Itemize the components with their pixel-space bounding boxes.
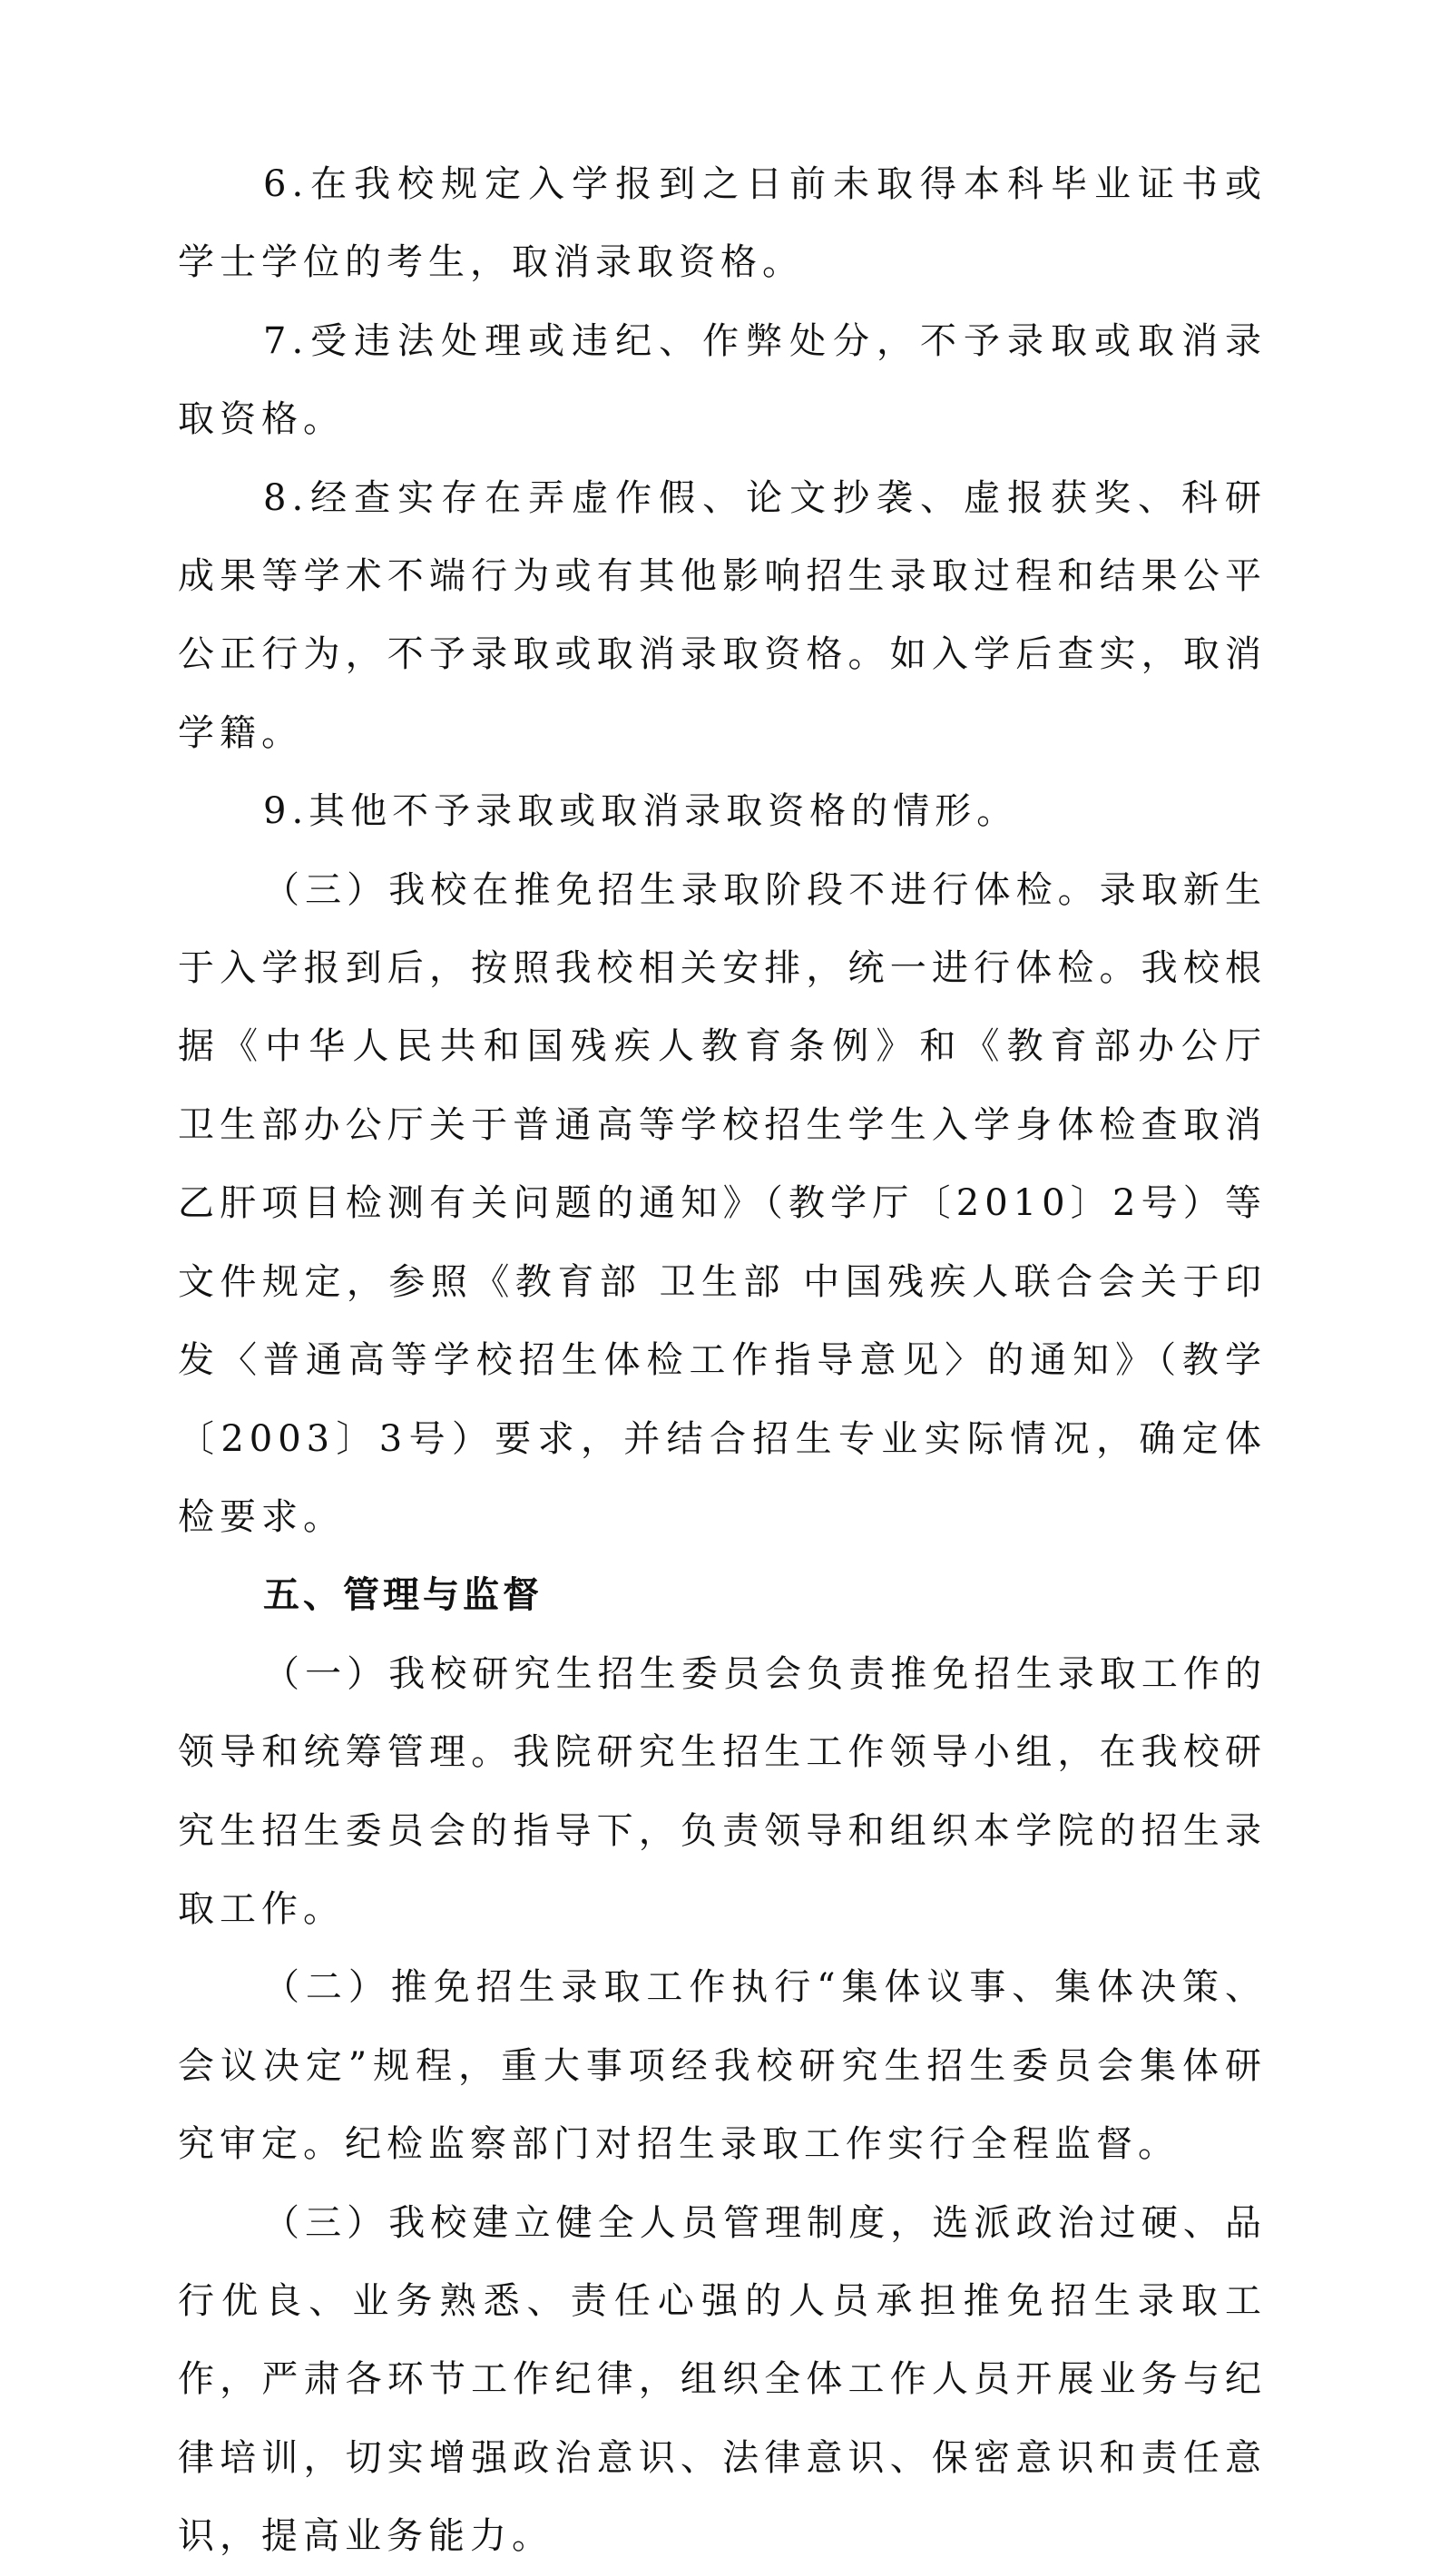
paragraph-item-9: 9.其他不予录取或取消录取资格的情形。: [263, 790, 1019, 833]
paragraph-item-8: 8.经查实存在弄虚作假、论文抄袭、虚报获奖、科研成果等学术不端行为或有其他影响招生录取过程和结果公平公正行为，不予录取或取消录取资格。如入学后查实，取消学籍。: [178, 476, 1267, 754]
paragraph-item-7: 7.受违法处理或违纪、作弊处分，不予录取或取消录取资格。: [178, 319, 1267, 441]
paragraph-item-6: 6.在我校规定入学报到之日前未取得本科毕业证书或学士学位的考生，取消录取资格。: [178, 163, 1267, 284]
paragraph-committee: （一）我校研究生招生委员会负责推免招生录取工作的领导和统筹管理。我院研究生招生工作领导小组，在我校研究生招生委员会的指导下，负责领导和组织本学院的招生录取工作。: [178, 1652, 1267, 1930]
section-heading-management: 五、管理与监督: [263, 1574, 543, 1617]
paragraph-personnel-management: （三）我校建立健全人员管理制度，选派政治过硬、品行优良、业务熟悉、责任心强的人员承担推免招生录取工作，严肃各环节工作纪律，组织全体工作人员开展业务与纪律培训，切实增强政治意识、法律意识、保密意识和责任意识，提高业务能力。: [178, 2201, 1267, 2558]
paragraph-physical-exam: （三）我校在推免招生录取阶段不进行体检。录取新生于入学报到后，按照我校相关安排，统一进行体检。我校根据《中华人民共和国残疾人教育条例》和《教育部办公厅 卫生部办公厅关于普通高等学校招生学生入学身体检查取消乙肝项目检测有关问题的通知》（教学厅〔2010〕2号）等文件规定，参照《教育部 卫生部 中国残疾人联合会关于印发〈普通高等学校招生体检工作指导意见〉的通知》（教学〔2003〕3号）要求，并结合招生专业实际情况，确定体检要求。: [178, 868, 1267, 1538]
document-body: [178, 145, 1267, 2576]
paragraph-collective-decision: （二）推免招生录取工作执行“集体议事、集体决策、会议决定”规程，重大事项经我校研究生招生委员会集体研究审定。纪检监察部门对招生录取工作实行全程监督。: [178, 1966, 1267, 2166]
